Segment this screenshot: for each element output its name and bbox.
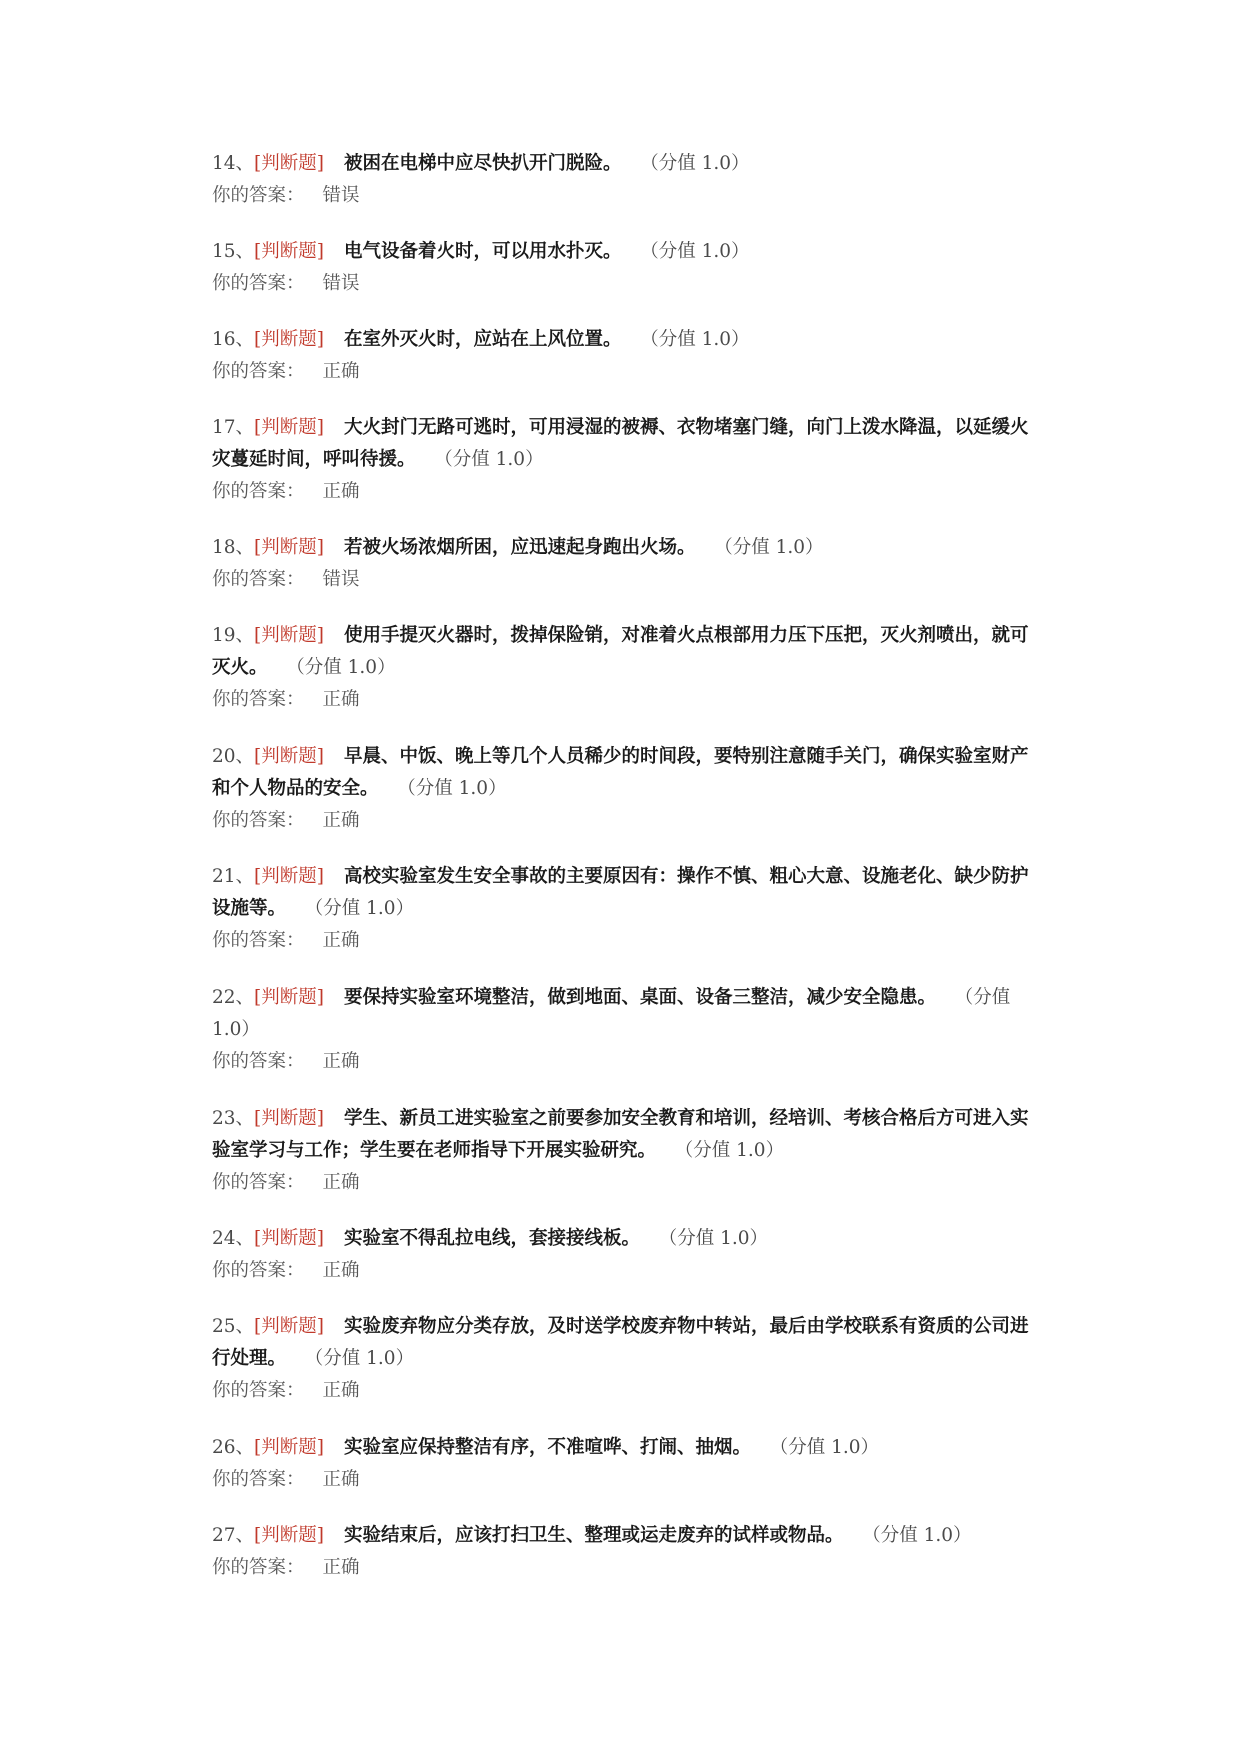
question-score: （分值 1.0） <box>871 1525 972 1546</box>
question-score: （分值 1.0） <box>212 987 1011 1040</box>
answer-value: 正确 <box>322 1260 360 1281</box>
question-type: [判断题] <box>254 866 324 887</box>
answer-value: 正确 <box>322 1172 360 1193</box>
question-number: 18、 <box>212 537 255 558</box>
question-type: [判断题] <box>254 1108 324 1129</box>
question-line <box>212 532 1030 564</box>
answer-label: 你的答案： <box>212 1172 305 1193</box>
question-type: [判断题] <box>254 625 324 646</box>
answer-label: 你的答案： <box>212 361 305 382</box>
answer-line <box>212 356 1030 388</box>
question-number: 24、 <box>212 1228 255 1249</box>
question-text: 早晨、中饭、晚上等几个人员稀少的时间段，要特别注意随手关门，确保实验室财产和个人物品的安全。 <box>212 746 1029 799</box>
question-line <box>212 1432 1030 1464</box>
question-item <box>212 236 1030 300</box>
question-score: （分值 1.0） <box>723 537 824 558</box>
question-line <box>212 1311 1030 1375</box>
answer-label: 你的答案： <box>212 481 305 502</box>
answer-label: 你的答案： <box>212 273 305 294</box>
question-type: [判断题] <box>254 746 324 767</box>
answer-label: 你的答案： <box>212 1469 305 1490</box>
answer-line <box>212 564 1030 596</box>
answer-line <box>212 1046 1030 1078</box>
question-type: [判断题] <box>254 987 324 1008</box>
question-number: 23、 <box>212 1108 255 1129</box>
answer-value: 错误 <box>322 273 360 294</box>
answer-label: 你的答案： <box>212 185 305 206</box>
question-number: 22、 <box>212 987 255 1008</box>
question-item <box>212 148 1030 212</box>
answer-line <box>212 1255 1030 1287</box>
question-score: （分值 1.0） <box>314 898 415 919</box>
question-type: [判断题] <box>254 153 324 174</box>
question-score: （分值 1.0） <box>314 1348 415 1369</box>
question-number: 19、 <box>212 625 255 646</box>
question-line <box>212 412 1030 476</box>
question-text: 电气设备着火时，可以用水扑灭。 <box>343 241 622 262</box>
answer-line <box>212 268 1030 300</box>
question-text: 使用手提灭火器时，拨掉保险销，对准着火点根部用力压下压把，灭火剂喷出，就可灭火。 <box>212 625 1029 678</box>
answer-value: 正确 <box>322 689 360 710</box>
answer-value: 正确 <box>322 1469 360 1490</box>
question-item <box>212 741 1030 837</box>
question-item <box>212 1432 1030 1496</box>
question-score: （分值 1.0） <box>295 657 396 678</box>
question-line <box>212 1103 1030 1167</box>
answer-line <box>212 684 1030 716</box>
question-number: 15、 <box>212 241 255 262</box>
question-text: 实验废弃物应分类存放，及时送学校废弃物中转站，最后由学校联系有资质的公司进行处理。 <box>212 1316 1029 1369</box>
question-item <box>212 1223 1030 1287</box>
question-type: [判断题] <box>254 417 324 438</box>
answer-value: 正确 <box>322 930 360 951</box>
question-score: （分值 1.0） <box>668 1228 769 1249</box>
question-text: 大火封门无路可逃时，可用浸湿的被褥、衣物堵塞门缝，向门上泼水降温，以延缓火灾蔓延时间，呼叫待援。 <box>212 417 1029 470</box>
question-text: 若被火场浓烟所困，应迅速起身跑出火场。 <box>343 537 696 558</box>
question-score: （分值 1.0） <box>406 778 507 799</box>
question-number: 25、 <box>212 1316 255 1337</box>
question-item <box>212 982 1030 1078</box>
answer-label: 你的答案： <box>212 1380 305 1401</box>
question-text: 实验室不得乱拉电线，套接接线板。 <box>343 1228 640 1249</box>
question-item <box>212 1520 1030 1584</box>
question-number: 21、 <box>212 866 255 887</box>
question-line <box>212 741 1030 805</box>
question-number: 20、 <box>212 746 255 767</box>
question-line <box>212 324 1030 356</box>
question-number: 26、 <box>212 1437 255 1458</box>
question-score: （分值 1.0） <box>649 329 750 350</box>
question-text: 被困在电梯中应尽快扒开门脱险。 <box>343 153 622 174</box>
answer-label: 你的答案： <box>212 1051 305 1072</box>
question-text: 实验室应保持整洁有序，不准喧哗、打闹、抽烟。 <box>343 1437 751 1458</box>
question-score: （分值 1.0） <box>443 449 544 470</box>
answer-label: 你的答案： <box>212 689 305 710</box>
question-line <box>212 1223 1030 1255</box>
question-score: （分值 1.0） <box>649 241 750 262</box>
question-type: [判断题] <box>254 1316 324 1337</box>
question-item <box>212 324 1030 388</box>
question-type: [判断题] <box>254 1525 324 1546</box>
question-item <box>212 620 1030 716</box>
question-text: 高校实验室发生安全事故的主要原因有：操作不慎、粗心大意、设施老化、缺少防护设施等。 <box>212 866 1029 919</box>
question-type: [判断题] <box>254 329 324 350</box>
answer-line <box>212 1375 1030 1407</box>
question-number: 17、 <box>212 417 255 438</box>
answer-value: 错误 <box>322 185 360 206</box>
question-score: （分值 1.0） <box>684 1140 785 1161</box>
answer-line <box>212 1464 1030 1496</box>
question-item <box>212 1103 1030 1199</box>
question-item <box>212 1311 1030 1407</box>
answer-line <box>212 1552 1030 1584</box>
question-type: [判断题] <box>254 1228 324 1249</box>
question-line <box>212 620 1030 684</box>
answer-label: 你的答案： <box>212 810 305 831</box>
question-type: [判断题] <box>254 1437 324 1458</box>
question-item <box>212 412 1030 508</box>
answer-label: 你的答案： <box>212 930 305 951</box>
question-item <box>212 861 1030 957</box>
answer-label: 你的答案： <box>212 1557 305 1578</box>
question-text: 在室外灭火时，应站在上风位置。 <box>343 329 622 350</box>
answer-line <box>212 180 1030 212</box>
answer-label: 你的答案： <box>212 569 305 590</box>
question-line <box>212 982 1030 1046</box>
question-item <box>212 532 1030 596</box>
answer-value: 正确 <box>322 1380 360 1401</box>
answer-value: 正确 <box>322 810 360 831</box>
question-line <box>212 1520 1030 1552</box>
answer-line <box>212 925 1030 957</box>
question-line <box>212 861 1030 925</box>
answer-line <box>212 1167 1030 1199</box>
answer-value: 错误 <box>322 569 360 590</box>
answer-label: 你的答案： <box>212 1260 305 1281</box>
question-text: 要保持实验室环境整洁，做到地面、桌面、设备三整洁，减少安全隐患。 <box>343 987 936 1008</box>
question-text: 学生、新员工进实验室之前要参加安全教育和培训，经培训、考核合格后方可进入实验室学习与工作；学生要在老师指导下开展实验研究。 <box>212 1108 1029 1161</box>
question-score: （分值 1.0） <box>649 153 750 174</box>
question-line <box>212 148 1030 180</box>
question-number: 16、 <box>212 329 255 350</box>
answer-line <box>212 476 1030 508</box>
answer-value: 正确 <box>322 481 360 502</box>
question-number: 27、 <box>212 1525 255 1546</box>
question-type: [判断题] <box>254 241 324 262</box>
question-line <box>212 236 1030 268</box>
question-type: [判断题] <box>254 537 324 558</box>
answer-line <box>212 805 1030 837</box>
question-number: 14、 <box>212 153 255 174</box>
question-score: （分值 1.0） <box>779 1437 880 1458</box>
answer-value: 正确 <box>322 1557 360 1578</box>
question-text: 实验结束后，应该打扫卫生、整理或运走废弃的试样或物品。 <box>343 1525 844 1546</box>
answer-value: 正确 <box>322 361 360 382</box>
answer-value: 正确 <box>322 1051 360 1072</box>
